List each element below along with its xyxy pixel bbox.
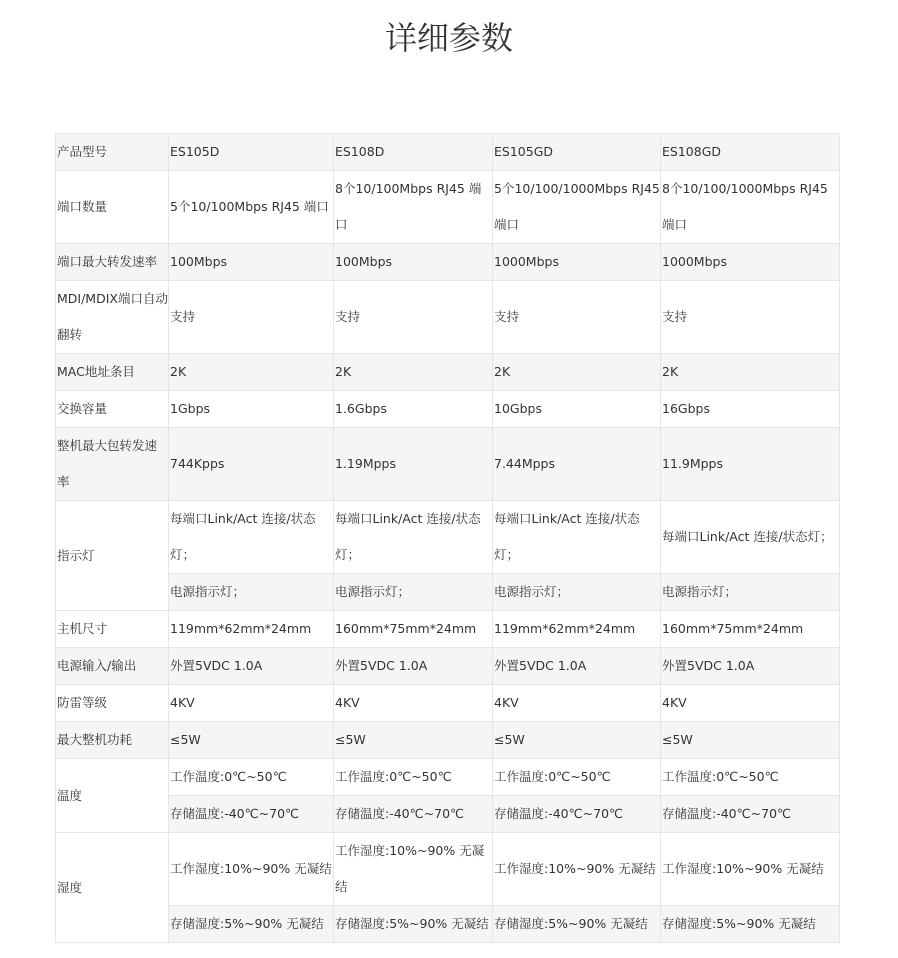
- cell-surge-3: 4KV: [493, 685, 661, 722]
- cell-mac-3: 2K: [493, 354, 661, 391]
- cell-led-4: 每端口Link/Act 连接/状态灯；: [661, 501, 840, 574]
- cell-mdix-1: 支持: [169, 281, 334, 354]
- cell-temp-work-2: 工作温度:0℃~50℃: [334, 759, 493, 796]
- table-row-mac: [56, 354, 840, 391]
- table-row-capacity: [56, 391, 840, 428]
- model-es108d: ES108D: [334, 134, 493, 171]
- cell-capacity-2: 1.6Gbps: [334, 391, 493, 428]
- cell-size-4: 160mm*75mm*24mm: [661, 611, 840, 648]
- cell-led-power-1: 电源指示灯；: [169, 574, 334, 611]
- cell-hum-work-4: 工作湿度:10%~90% 无凝结: [661, 833, 840, 906]
- row-label-consumption: 最大整机功耗: [56, 722, 169, 759]
- spec-table: [55, 133, 840, 943]
- cell-power-2: 外置5VDC 1.0A: [334, 648, 493, 685]
- cell-max-rate-3: 1000Mbps: [493, 244, 661, 281]
- table-row-power: [56, 648, 840, 685]
- row-label-model: 产品型号: [56, 134, 169, 171]
- row-label-led: 指示灯: [56, 501, 169, 611]
- table-row-surge: [56, 685, 840, 722]
- cell-ports-1: 5个10/100Mbps RJ45 端口: [169, 171, 334, 244]
- cell-temp-work-4: 工作温度:0℃~50℃: [661, 759, 840, 796]
- cell-hum-work-3: 工作湿度:10%~90% 无凝结: [493, 833, 661, 906]
- cell-max-rate-4: 1000Mbps: [661, 244, 840, 281]
- cell-mdix-3: 支持: [493, 281, 661, 354]
- row-label-pps: 整机最大包转发速率: [56, 428, 169, 501]
- cell-hum-work-2: 工作湿度:10%~90% 无凝结: [334, 833, 493, 906]
- cell-size-1: 119mm*62mm*24mm: [169, 611, 334, 648]
- table-row-led-power: [56, 574, 840, 611]
- table-row-pps: [56, 428, 840, 501]
- cell-mac-4: 2K: [661, 354, 840, 391]
- row-label-surge: 防雷等级: [56, 685, 169, 722]
- cell-led-power-3: 电源指示灯；: [493, 574, 661, 611]
- table-row-ports: [56, 171, 840, 244]
- cell-pps-4: 11.9Mpps: [661, 428, 840, 501]
- cell-mac-2: 2K: [334, 354, 493, 391]
- row-label-humidity: 湿度: [56, 833, 169, 943]
- cell-ports-3: 5个10/100/1000Mbps RJ45 端口: [493, 171, 661, 244]
- cell-surge-1: 4KV: [169, 685, 334, 722]
- cell-temp-work-1: 工作温度:0℃~50℃: [169, 759, 334, 796]
- row-label-size: 主机尺寸: [56, 611, 169, 648]
- cell-size-3: 119mm*62mm*24mm: [493, 611, 661, 648]
- cell-surge-4: 4KV: [661, 685, 840, 722]
- row-label-ports: 端口数量: [56, 171, 169, 244]
- cell-max-rate-1: 100Mbps: [169, 244, 334, 281]
- cell-led-3: 每端口Link/Act 连接/状态灯；: [493, 501, 661, 574]
- cell-mdix-2: 支持: [334, 281, 493, 354]
- table-row-size: [56, 611, 840, 648]
- cell-capacity-3: 10Gbps: [493, 391, 661, 428]
- cell-pps-3: 7.44Mpps: [493, 428, 661, 501]
- row-label-mac: MAC地址条目: [56, 354, 169, 391]
- cell-hum-storage-1: 存储湿度:5%~90% 无凝结: [169, 906, 334, 943]
- cell-ports-4: 8个10/100/1000Mbps RJ45 端口: [661, 171, 840, 244]
- cell-pps-1: 744Kpps: [169, 428, 334, 501]
- cell-hum-storage-3: 存储湿度:5%~90% 无凝结: [493, 906, 661, 943]
- cell-surge-2: 4KV: [334, 685, 493, 722]
- cell-consumption-4: ≤5W: [661, 722, 840, 759]
- table-row-consumption: [56, 722, 840, 759]
- model-es105gd: ES105GD: [493, 134, 661, 171]
- cell-led-2: 每端口Link/Act 连接/状态灯；: [334, 501, 493, 574]
- row-label-power: 电源输入/输出: [56, 648, 169, 685]
- cell-hum-storage-2: 存储湿度:5%~90% 无凝结: [334, 906, 493, 943]
- table-row-temperature-storage: [56, 796, 840, 833]
- cell-led-power-4: 电源指示灯；: [661, 574, 840, 611]
- cell-ports-2: 8个10/100Mbps RJ45 端口: [334, 171, 493, 244]
- table-row-temperature: [56, 759, 840, 796]
- cell-consumption-1: ≤5W: [169, 722, 334, 759]
- page-title: 详细参数: [384, 19, 513, 57]
- cell-consumption-2: ≤5W: [334, 722, 493, 759]
- cell-max-rate-2: 100Mbps: [334, 244, 493, 281]
- table-row-humidity: [56, 833, 840, 906]
- table-row-mdix: [56, 281, 840, 354]
- table-row-model: [56, 134, 840, 171]
- cell-pps-2: 1.19Mpps: [334, 428, 493, 501]
- row-label-max-rate: 端口最大转发速率: [56, 244, 169, 281]
- table-row-humidity-storage: [56, 906, 840, 943]
- cell-size-2: 160mm*75mm*24mm: [334, 611, 493, 648]
- table-row-led: [56, 501, 840, 574]
- cell-capacity-4: 16Gbps: [661, 391, 840, 428]
- cell-power-1: 外置5VDC 1.0A: [169, 648, 334, 685]
- cell-temp-work-3: 工作温度:0℃~50℃: [493, 759, 661, 796]
- cell-temp-storage-3: 存储温度:-40℃~70℃: [493, 796, 661, 833]
- cell-capacity-1: 1Gbps: [169, 391, 334, 428]
- cell-mac-1: 2K: [169, 354, 334, 391]
- cell-hum-work-1: 工作湿度:10%~90% 无凝结: [169, 833, 334, 906]
- row-label-temperature: 温度: [56, 759, 169, 833]
- cell-led-power-2: 电源指示灯；: [334, 574, 493, 611]
- row-label-mdix: MDI/MDIX端口自动翻转: [56, 281, 169, 354]
- table-row-max-rate: [56, 244, 840, 281]
- row-label-capacity: 交换容量: [56, 391, 169, 428]
- cell-temp-storage-2: 存储温度:-40℃~70℃: [334, 796, 493, 833]
- cell-power-3: 外置5VDC 1.0A: [493, 648, 661, 685]
- cell-hum-storage-4: 存储湿度:5%~90% 无凝结: [661, 906, 840, 943]
- cell-led-1: 每端口Link/Act 连接/状态灯；: [169, 501, 334, 574]
- model-es105d: ES105D: [169, 134, 334, 171]
- cell-power-4: 外置5VDC 1.0A: [661, 648, 840, 685]
- cell-temp-storage-4: 存储温度:-40℃~70℃: [661, 796, 840, 833]
- model-es108gd: ES108GD: [661, 134, 840, 171]
- cell-mdix-4: 支持: [661, 281, 840, 354]
- cell-temp-storage-1: 存储温度:-40℃~70℃: [169, 796, 334, 833]
- cell-consumption-3: ≤5W: [493, 722, 661, 759]
